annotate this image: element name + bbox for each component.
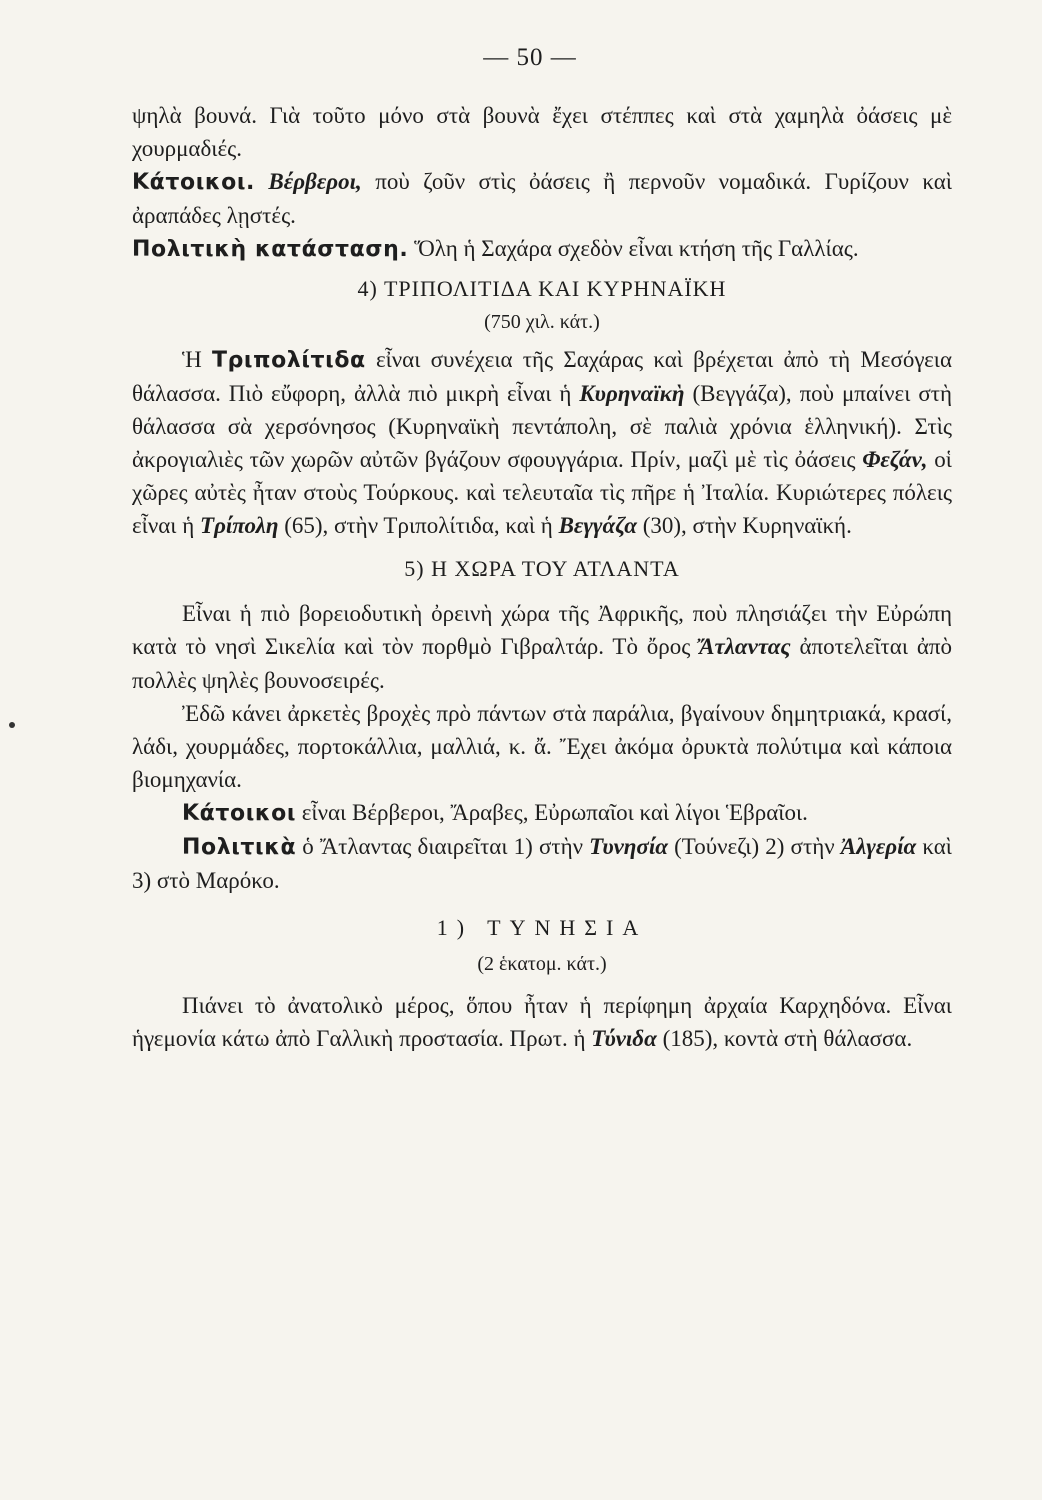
section-heading-tunisia: 1) ΤΥΝΗΣΙΑ [436, 915, 648, 941]
page-body [132, 99, 952, 1056]
keyword: Κάτοικοι. [132, 170, 255, 196]
keyword: Κάτοικοι [182, 800, 297, 826]
paragraph-tunisia: Πιάνει τὸ ἀνατολικὸ μέρος, ὅπου ἦταν ἡ περίφημη ἀρχαία Καρχηδόνα. Εἶναι ἡγεμονία κάτω ἀπὸ Γαλλικὴ προστασία. Πρωτ. ἡ Τύνιδα (185), κοντὰ στὴ θάλασσα. [132, 993, 952, 1052]
keyword: Πολιτικὰ [182, 834, 297, 860]
paragraph-political: Πολιτικὴ κατάσταση. Ὅλη ἡ Σαχάρα σχεδὸν εἶναι κτήση τῆς Γαλλίας. [132, 236, 859, 263]
section-subheading-area: (750 χιλ. κάτ.) [484, 310, 600, 333]
paragraph-atlas-location: Εἶναι ἡ πιὸ βορειοδυτικὴ ὀρεινὴ χώρα τῆς Ἀφρικῆς, ποὺ πλησιάζει τὴν Εὐρώπη κατὰ τὸ νησὶ Σικελία καὶ τὸν πορθμὸ Γιβραλτάρ. Τὸ ὄρος Ἄτλαντας ἀποτελεῖται ἀπὸ πολλὲς ψηλὲς βουνοσειρές. [132, 601, 952, 693]
emphasis: Ἀλγερία [840, 833, 917, 859]
emphasis: Τυνησία [589, 833, 668, 859]
page-number: — 50 — [483, 44, 577, 71]
section-heading-tripolitania: 4) ΤΡΙΠΟΛΙΤΙΔΑ ΚΑΙ ΚΥΡΗΝΑΪΚΗ [357, 276, 727, 302]
emphasis: Βέρβεροι, [268, 169, 362, 195]
margin-mark [9, 722, 15, 728]
paragraph-intro: ψηλὰ βουνά. Γιὰ τοῦτο μόνο στὰ βουνὰ ἔχει στέππες καὶ στὰ χαμηλὰ ὀάσεις μὲ χουρμαδιές. [132, 103, 952, 162]
emphasis: Ἄτλαντας [699, 634, 791, 660]
emphasis: Φεζάν, [862, 446, 928, 472]
section-subheading-population: (2 ἑκατομ. κάτ.) [477, 953, 607, 976]
emphasis: Τύνιδα [591, 1026, 657, 1052]
emphasis: Κυρηναϊκὴ [579, 380, 685, 406]
paragraph-inhabitants: Κάτοικοι. Βέρβεροι, ποὺ ζοῦν στὶς ὀάσεις ἢ περνοῦν νομαδικά. Γυρίζουν καὶ ἀραπάδες λῃστές. [132, 169, 953, 229]
emphasis: Τρίπολη [200, 513, 279, 539]
emphasis: Βεγγάζα [558, 513, 637, 539]
section-heading-atlas: 5) Η ΧΩΡΑ ΤΟΥ ΑΤΛΑΝΤΑ [404, 556, 680, 582]
paragraph-atlas-inhabitants: Κάτοικοι εἶναι Βέρβεροι, Ἄραβες, Εὐρωπαῖοι καὶ λίγοι Ἑβραῖοι. [182, 799, 808, 826]
paragraph-atlas-political: Πολιτικὰ ὁ Ἄτλαντας διαιρεῖται 1) στὴν Τυνησία (Τούνεζι) 2) στὴν Ἀλγερία καὶ 3) στὸ Μαρόκο. [132, 833, 952, 894]
paragraph-tripolitania: Ἡ Τριπολίτιδα εἶναι συνέχεια τῆς Σαχάρας καὶ βρέχεται ἀπὸ τὴ Μεσόγεια θάλασσα. Πιὸ εὔφορη, ἀλλὰ πιὸ μικρὴ εἶναι ἡ Κυρηναϊκὴ (Βεγγάζα), ποὺ μπαίνει στὴ θάλασσα σὰ χερσόνησος (Κυρηναϊκὴ πεντάπολη, σὲ παλιὰ χρόνια ἑλληνική). Στὶς ἀκρογιαλιὲς τῶν χωρῶν αὐτῶν βγάζουν σφουγγάρια. Πρίν, μαζὶ μὲ τὶς ὀάσεις Φεζάν, οἱ χῶρες αὐτὲς ἦταν στοὺς Τούρκους. καὶ τελευταῖα τὶς πῆρε ἡ Ἰταλία. Κυριώτερες πόλεις εἶναι ἡ Τρίπολη (65), στὴν Τριπολίτιδα, καὶ ἡ Βεγγάζα (30), στὴν Κυρηναϊκή. [132, 346, 953, 539]
keyword: Τριπολίτιδα [211, 347, 366, 373]
paragraph-atlas-climate: Ἐδῶ κάνει ἀρκετὲς βροχὲς πρὸ πάντων στὰ παράλια, βγαίνουν δημητριακά, κρασί, λάδι, χουρμάδες, πορτοκάλλια, μαλλιά, κ. ἄ. Ἔχει ἀκόμα ὀρυκτὰ πολύτιμα καὶ κάποια βιομηχανία. [132, 700, 952, 792]
keyword: Πολιτικὴ κατάσταση. [132, 237, 409, 263]
